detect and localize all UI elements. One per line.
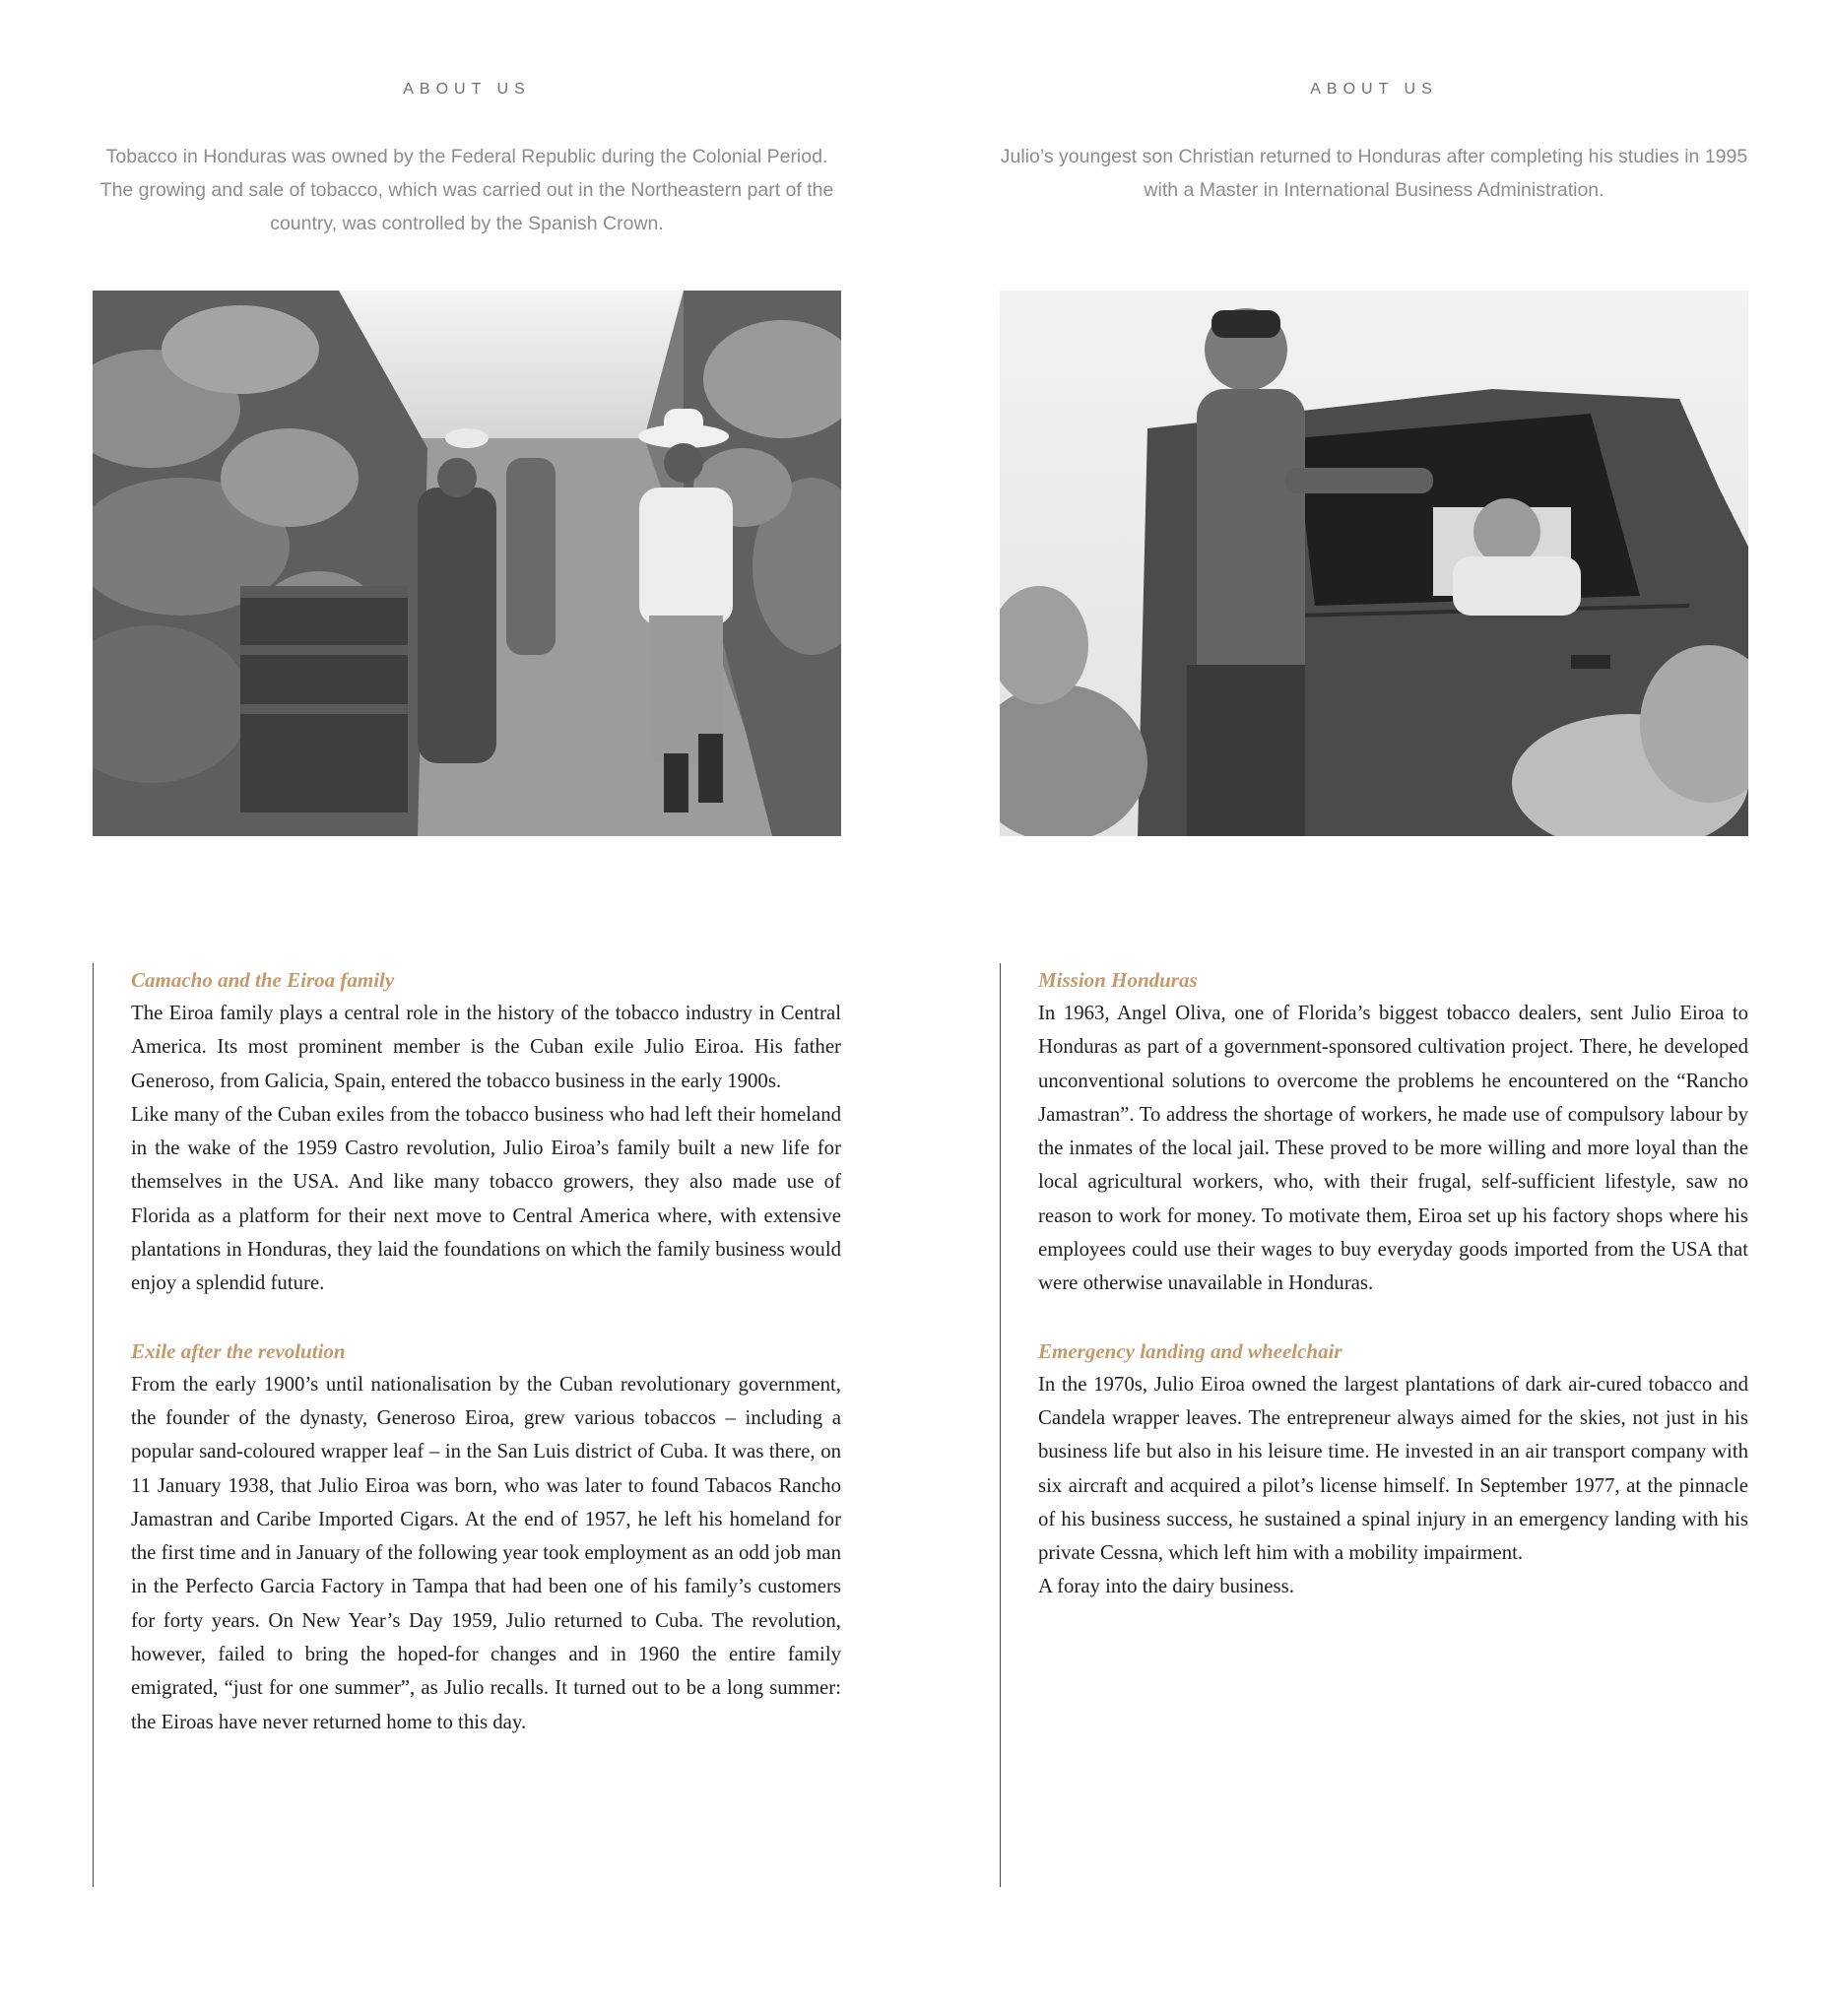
- story-paragraph: The Eiroa family plays a central role in the history of the tobacco industry in Central America. Its most prominent member is the Cuban exile Julio Eiroa. His father Generoso, from Galicia, Spain, entered the tobacco business in the early 1900s.: [131, 1002, 841, 1092]
- section-label: ABOUT US: [403, 81, 531, 98]
- story-title: Emergency landing and wheelchair: [1038, 1338, 1342, 1363]
- story-title: Mission Honduras: [1038, 968, 1198, 992]
- story-camacho-eiroa: [131, 963, 841, 1301]
- story-paragraph: Like many of the Cuban exiles from the tobacco business who had left their homeland in the wake of the 1959 Castro revolution, Julio Eiroa’s family built a new life for themselves in the USA. And like many tobacco growers, they also made use of Florida as a platform for their next move to Central America where, with extensive plantations in Honduras, they laid the foundations on which the family business would enjoy a splendid future.: [131, 1102, 841, 1295]
- story-title: Exile after the revolution: [131, 1338, 346, 1363]
- story-mission-honduras: [1038, 963, 1748, 1301]
- intro-text: Tobacco in Honduras was owned by the Federal Republic during the Colonial Period. The growing and sale of tobacco, which was carried out in the Northeastern part of the country, was controlled by the Spanish Crown.: [99, 146, 834, 234]
- intro-text: Julio’s youngest son Christian returned to Honduras after completing his studies in 1995 with a Master in International Business Administration.: [1000, 146, 1748, 201]
- story-paragraph: A foray into the dairy business.: [1038, 1575, 1294, 1598]
- truck-portrait-photo: [1000, 291, 1748, 836]
- story-exile: [131, 1334, 841, 1739]
- article-text: [93, 963, 841, 1887]
- section-label: ABOUT US: [1310, 81, 1438, 98]
- story-title: Camacho and the Eiroa family: [131, 968, 395, 992]
- article-text: [1000, 963, 1748, 1887]
- story-paragraph: In 1963, Angel Oliva, one of Florida’s biggest tobacco dealers, sent Julio Eiroa to Honduras as part of a government-sponsored cultivation project. There, he developed unconventional solutions to overcome the problems he encountered on the “Rancho Jamastran”. To address the shortage of workers, he made use of compulsory labour by the inmates of the local jail. These proved to be more willing and more loyal than the local agricultural workers, who, with their frugal, self-sufficient lifestyle, saw no reason to work for money. To motivate them, Eiroa set up his factory shops where his employees could use their wages to buy everyday goods imported from the USA that were otherwise unavailable in Honduras.: [1038, 1002, 1748, 1295]
- story-emergency-landing: [1038, 1334, 1748, 1604]
- story-paragraph: From the early 1900’s until nationalisation by the Cuban revolutionary government, the founder of the dynasty, Generoso Eiroa, grew various tobaccos – including a popular sand-coloured wrapper leaf – in the San Luis district of Cuba. It was there, on 11 January 1938, that Julio Eiroa was born, who was later to found Tabacos Rancho Jamastran and Caribe Imported Cigars. At the end of 1957, he left his homeland for the first time and in January of the following year took employment as an odd job man in the Perfecto Garcia Factory in Tampa that had been one of his family’s customers for forty years. On New Year’s Day 1959, Julio returned to Cuba. The revolution, however, failed to bring the hoped-for changes and in 1960 the entire family emigrated, “just for one summer”, as Julio recalls. It turned out to be a long summer: the Eiroas have never returned home to this day.: [131, 1372, 841, 1733]
- tobacco-field-photo: [93, 291, 841, 836]
- story-paragraph: In the 1970s, Julio Eiroa owned the largest plantations of dark air-cured tobacco and Candela wrapper leaves. The entrepreneur always aimed for the skies, not just in his business life but also in his leisure time. He invested in an air transport company with six aircraft and acquired a pilot’s license himself. In September 1977, at the pinnacle of his business success, he sustained a spinal injury in an emergency landing with his private Cessna, which left him with a mobility impairment.: [1038, 1372, 1748, 1565]
